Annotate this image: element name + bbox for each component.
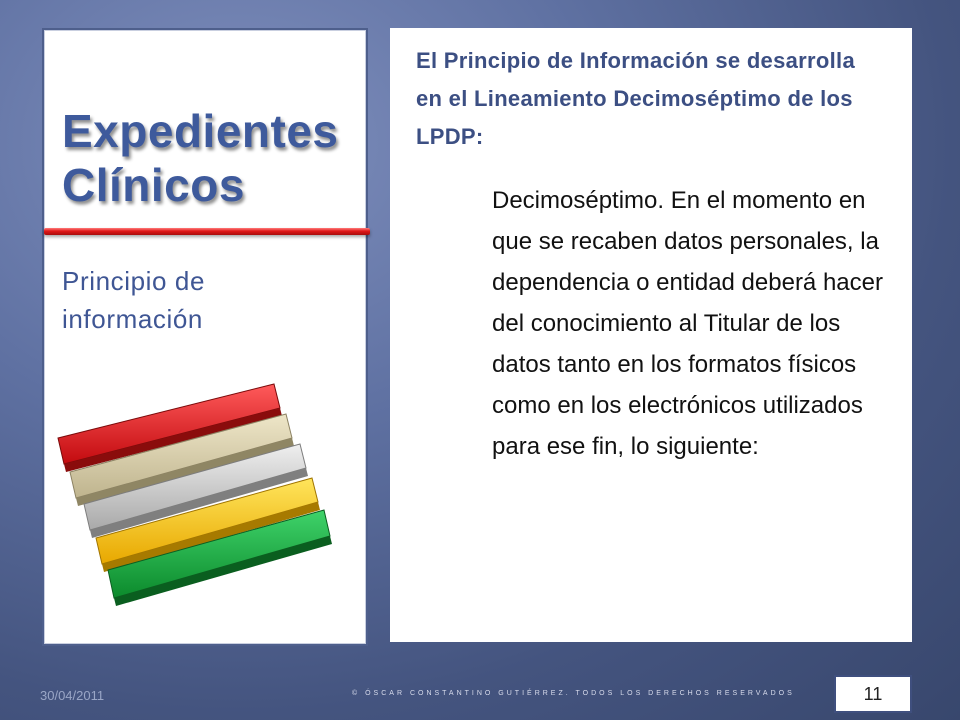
title-block xyxy=(62,104,362,212)
subtitle-line-2: información xyxy=(62,304,203,334)
lead-paragraph: El Principio de Información se desarrolla en el Lineamiento Decimoséptimo de los LPDP: xyxy=(416,48,855,149)
slide-subtitle xyxy=(62,262,352,338)
subtitle-line-1: Principio de xyxy=(62,266,206,296)
quote-paragraph xyxy=(492,180,896,467)
footer-copyright: © ÓSCAR CONSTANTINO GUTIÉRREZ. TODOS LOS DERECHOS RESERVADOS xyxy=(352,690,795,697)
page-number: 11 xyxy=(834,675,912,713)
diagonal-color-bars-icon xyxy=(44,380,370,640)
slide-title-line-1: Expedientes xyxy=(62,105,339,157)
slide-title-line-2: Clínicos xyxy=(62,159,245,211)
quote-heading: Decimoséptimo. xyxy=(492,187,665,214)
title-panel xyxy=(42,28,368,646)
quote-body: En el momento en que se recaben datos personales, la dependencia o entidad deberá hacer del conocimiento al Titular de los datos tanto en los formatos físicos como en los electrónicos utilizados para ese fin, lo siguiente: xyxy=(492,187,883,460)
content-panel xyxy=(390,28,912,642)
title-underline xyxy=(44,228,370,235)
footer-date: 30/04/2011 xyxy=(40,688,105,703)
